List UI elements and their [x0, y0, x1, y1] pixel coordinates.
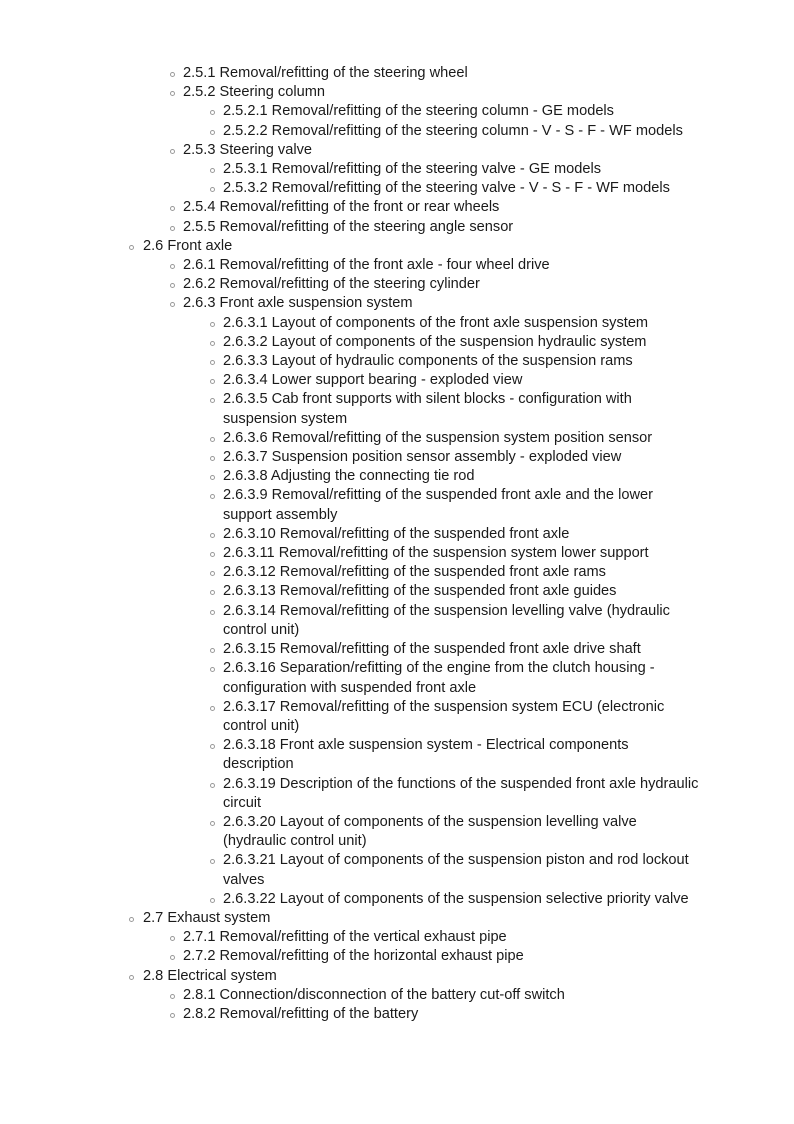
bullet-icon — [210, 456, 215, 461]
bullet-icon — [210, 341, 215, 346]
bullet-icon — [210, 859, 215, 864]
bullet-icon — [210, 533, 215, 538]
toc-entry-label: 2.5.4 Removal/refitting of the front or rear wheels — [183, 199, 500, 216]
toc-entry-level-3[interactable] — [0, 640, 703, 659]
toc-entry-label: 2.8.1 Connection/disconnection of the battery cut-off switch — [183, 986, 565, 1003]
toc-entry-label: 2.7 Exhaust system — [143, 909, 271, 926]
toc-entry-label: 2.6.3.8 Adjusting the connecting tie rod — [223, 468, 475, 485]
bullet-icon — [210, 398, 215, 403]
bullet-icon — [210, 590, 215, 595]
toc-entry-label: 2.6.2 Removal/refitting of the steering cylinder — [183, 276, 480, 293]
toc-entry-label: 2.6.3.21 Layout of components of the suspension piston and rod lockout valves — [223, 852, 689, 888]
toc-entry-label: 2.6.3.5 Cab front supports with silent blocks - configuration with suspension system — [223, 391, 632, 427]
toc-entry-label: 2.6.3.3 Layout of hydraulic components of the suspension rams — [223, 353, 633, 370]
toc-entry-level-3[interactable] — [0, 160, 703, 179]
toc-entry-label: 2.6.3 Front axle suspension system — [183, 295, 413, 312]
bullet-icon — [170, 226, 175, 231]
bullet-icon — [210, 322, 215, 327]
toc-entry-label: 2.6.3.12 Removal/refitting of the suspended front axle rams — [223, 564, 606, 581]
bullet-icon — [210, 821, 215, 826]
toc-entry-level-3[interactable] — [0, 429, 703, 448]
toc-entry-level-2[interactable] — [0, 275, 723, 294]
toc-entry-level-1[interactable] — [0, 909, 703, 928]
toc-entry-label: 2.5.5 Removal/refitting of the steering angle sensor — [183, 218, 514, 235]
toc-entry-level-3[interactable] — [0, 890, 703, 909]
toc-entry-level-3[interactable] — [0, 544, 703, 563]
toc-entry-label: 2.6.3.15 Removal/refitting of the suspended front axle drive shaft — [223, 641, 641, 658]
toc-entry-level-2[interactable] — [0, 64, 723, 83]
toc-entry-label: 2.6.3.9 Removal/refitting of the suspended front axle and the lower support assembly — [223, 487, 653, 523]
toc-entry-label: 2.8.2 Removal/refitting of the battery — [183, 1005, 419, 1022]
bullet-icon — [170, 936, 175, 941]
toc-entry-level-3[interactable] — [0, 602, 703, 640]
toc-entry-level-2[interactable] — [0, 198, 723, 217]
bullet-icon — [210, 571, 215, 576]
bullet-icon — [210, 706, 215, 711]
toc-entry-level-2[interactable] — [0, 1005, 723, 1024]
toc-entry-level-2[interactable] — [0, 218, 723, 237]
bullet-icon — [210, 667, 215, 672]
toc-entry-level-3[interactable] — [0, 333, 703, 352]
toc-entry-label: 2.6.3.6 Removal/refitting of the suspension system position sensor — [223, 429, 653, 446]
toc-entry-label: 2.6.3.18 Front axle suspension system - Electrical components description — [223, 737, 629, 773]
toc-entry-level-3[interactable] — [0, 352, 703, 371]
bullet-icon — [170, 955, 175, 960]
bullet-icon — [210, 898, 215, 903]
bullet-icon — [210, 494, 215, 499]
bullet-icon — [210, 648, 215, 653]
bullet-icon — [170, 283, 175, 288]
toc-entry-label: 2.7.2 Removal/refitting of the horizontal exhaust pipe — [183, 948, 524, 965]
toc-entry-label: 2.6.3.7 Suspension position sensor assembly - exploded view — [223, 449, 622, 466]
toc-entry-level-3[interactable] — [0, 122, 703, 141]
toc-entry-label: 2.5.2.1 Removal/refitting of the steering column - GE models — [223, 103, 614, 120]
bullet-icon — [170, 994, 175, 999]
toc-entry-level-1[interactable] — [0, 237, 703, 256]
toc-entry-label: 2.6.3.13 Removal/refitting of the suspended front axle guides — [223, 583, 617, 600]
toc-entry-level-3[interactable] — [0, 102, 703, 121]
toc-entry-level-2[interactable] — [0, 986, 723, 1005]
toc-entry-level-3[interactable] — [0, 314, 703, 333]
toc-entry-level-2[interactable] — [0, 83, 723, 102]
toc-entry-label: 2.6 Front axle — [143, 237, 233, 254]
toc-entry-label: 2.6.3.11 Removal/refitting of the suspension system lower support — [223, 545, 649, 562]
bullet-icon — [210, 379, 215, 384]
toc-entry-level-3[interactable] — [0, 698, 703, 736]
toc-entry-level-3[interactable] — [0, 582, 703, 601]
bullet-icon — [210, 130, 215, 135]
toc-entry-level-3[interactable] — [0, 467, 703, 486]
toc-entry-label: 2.6.3.20 Layout of components of the suspension levelling valve (hydraulic control unit) — [223, 813, 637, 850]
toc-entry-level-1[interactable] — [0, 967, 703, 986]
toc-entry-level-3[interactable] — [0, 486, 703, 524]
toc-entry-level-3[interactable] — [0, 851, 703, 889]
toc-entry-label: 2.6.3.16 Separation/refitting of the engine from the clutch housing - configuration with suspended front axle — [223, 660, 655, 696]
bullet-icon — [170, 149, 175, 154]
bullet-icon — [129, 245, 134, 250]
toc-entry-label: 2.6.3.2 Layout of components of the suspension hydraulic system — [223, 333, 647, 350]
toc-entry-level-2[interactable] — [0, 256, 723, 275]
bullet-icon — [210, 783, 215, 788]
toc-entry-level-3[interactable] — [0, 179, 703, 198]
toc-entry-level-3[interactable] — [0, 371, 703, 390]
toc-entry-label: 2.6.3.19 Description of the functions of the suspended front axle hydraulic circuit — [223, 775, 699, 811]
toc-entry-label: 2.5.3 Steering valve — [183, 141, 312, 158]
toc-entry-label: 2.5.3.2 Removal/refitting of the steering valve - V - S - F - WF models — [223, 180, 670, 197]
toc-entry-level-3[interactable] — [0, 736, 703, 774]
toc-entry-label: 2.5.2.2 Removal/refitting of the steering column - V - S - F - WF models — [223, 122, 683, 139]
bullet-icon — [129, 917, 134, 922]
bullet-icon — [170, 72, 175, 77]
bullet-icon — [210, 168, 215, 173]
bullet-icon — [170, 264, 175, 269]
toc-entry-level-3[interactable] — [0, 563, 703, 582]
bullet-icon — [210, 437, 215, 442]
bullet-icon — [170, 91, 175, 96]
bullet-icon — [210, 610, 215, 615]
bullet-icon — [170, 206, 175, 211]
bullet-icon — [210, 744, 215, 749]
toc-entry-label: 2.6.3.14 Removal/refitting of the suspension levelling valve (hydraulic control unit) — [223, 602, 670, 638]
toc-entry-level-3[interactable] — [0, 813, 703, 851]
bullet-icon — [170, 1013, 175, 1018]
toc-entry-label: 2.5.1 Removal/refitting of the steering wheel — [183, 65, 468, 81]
toc-entry-label: 2.6.3.10 Removal/refitting of the suspended front axle — [223, 525, 570, 542]
toc-entry-level-3[interactable] — [0, 448, 703, 467]
toc-entry-label: 2.5.3.1 Removal/refitting of the steering valve - GE models — [223, 161, 601, 178]
bullet-icon — [210, 475, 215, 480]
toc-entry-label: 2.6.1 Removal/refitting of the front axle - four wheel drive — [183, 257, 550, 274]
bullet-icon — [210, 110, 215, 115]
toc-entry-label: 2.6.3.1 Layout of components of the front axle suspension system — [223, 314, 649, 331]
toc-entry-level-2[interactable] — [0, 947, 723, 966]
bullet-icon — [210, 360, 215, 365]
toc-entry-level-3[interactable] — [0, 525, 703, 544]
toc-entry-label: 2.7.1 Removal/refitting of the vertical exhaust pipe — [183, 929, 507, 946]
toc-entry-level-2[interactable] — [0, 294, 723, 313]
bullet-icon — [210, 187, 215, 192]
toc-entry-level-3[interactable] — [0, 390, 703, 428]
toc-entry-label: 2.6.3.22 Layout of components of the suspension selective priority valve — [223, 890, 689, 907]
toc-entry-level-3[interactable] — [0, 659, 703, 697]
toc-entry-label: 2.6.3.4 Lower support bearing - exploded view — [223, 372, 523, 389]
table-of-contents — [0, 64, 794, 1024]
toc-entry-label: 2.5.2 Steering column — [183, 84, 325, 101]
toc-entry-level-2[interactable] — [0, 141, 723, 160]
toc-entry-level-2[interactable] — [0, 928, 723, 947]
toc-entry-level-3[interactable] — [0, 775, 703, 813]
toc-entry-label: 2.8 Electrical system — [143, 967, 277, 984]
bullet-icon — [170, 302, 175, 307]
bullet-icon — [210, 552, 215, 557]
toc-entry-label: 2.6.3.17 Removal/refitting of the suspension system ECU (electronic control unit) — [223, 698, 665, 734]
bullet-icon — [129, 975, 134, 980]
